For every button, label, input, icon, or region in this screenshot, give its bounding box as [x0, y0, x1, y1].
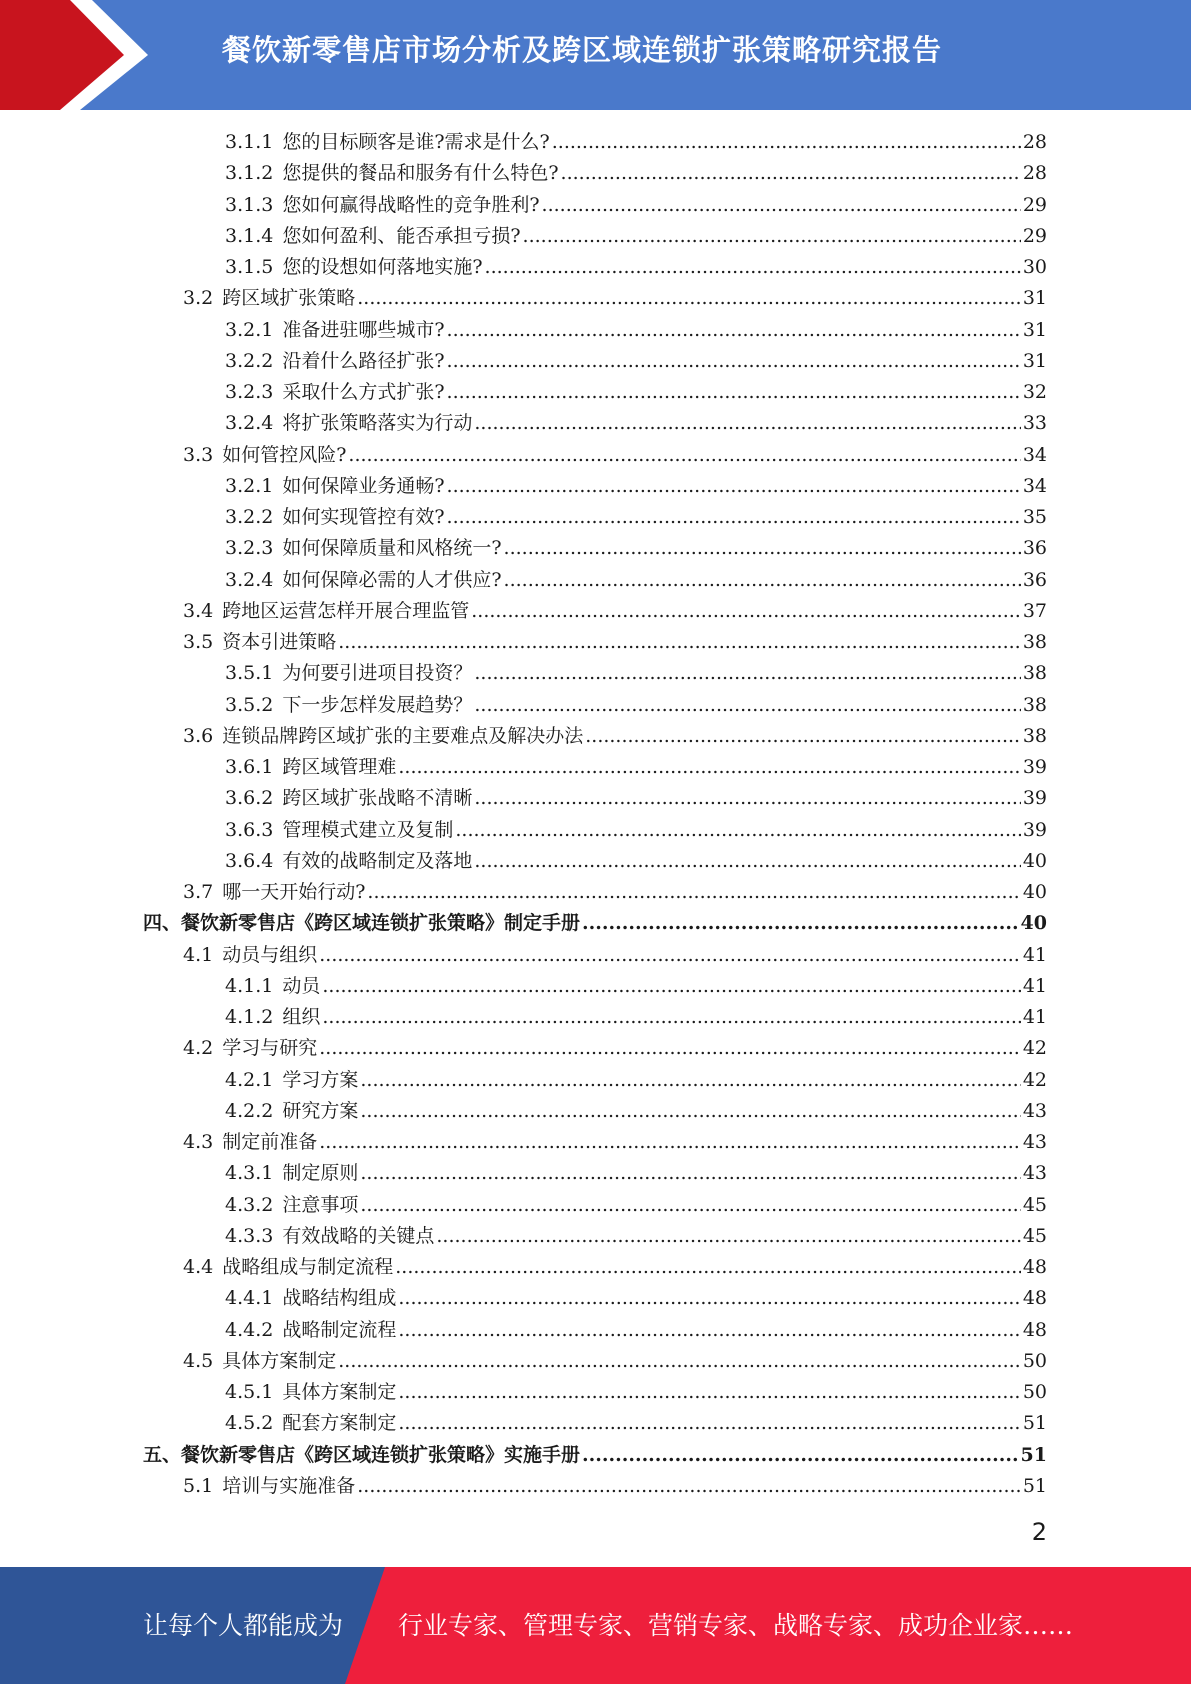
toc-entry[interactable] [0, 190, 1191, 221]
toc-entry-title: 研究方案 [282, 1099, 359, 1122]
toc-entry-title: 为何要引进项目投资？ [282, 662, 473, 685]
toc-entry-number: 4.3.1 [225, 1162, 274, 1185]
toc-entry-title: 动员 [282, 974, 321, 997]
toc-entry[interactable] [0, 1377, 1191, 1408]
toc-dot-leader [552, 127, 1021, 158]
toc-entry[interactable] [0, 158, 1191, 189]
toc-entry-page: 41 [1022, 943, 1047, 966]
toc-entry-number: 4.5.1 [225, 1381, 274, 1403]
toc-entry-number: 3.1.4 [225, 224, 274, 247]
toc-dot-leader [582, 908, 1019, 939]
toc-entry[interactable] [0, 1127, 1191, 1158]
page-header [0, 0, 1191, 110]
table-of-contents [0, 127, 1191, 1502]
toc-entry-title: 沿着什么路径扩张? [282, 349, 445, 372]
toc-entry[interactable] [0, 752, 1191, 783]
page-footer [0, 1567, 1191, 1684]
toc-entry-number: 3.2.4 [225, 412, 274, 435]
toc-entry[interactable] [0, 721, 1191, 752]
toc-entry[interactable] [0, 627, 1191, 658]
toc-entry[interactable] [0, 1252, 1191, 1283]
toc-entry-number: 3.2.2 [225, 349, 274, 372]
toc-entry-title: 资本引进策略 [222, 631, 337, 653]
toc-dot-leader [319, 1127, 1021, 1158]
toc-entry-number: 4.2.1 [225, 1068, 274, 1091]
toc-dot-leader [338, 1346, 1021, 1377]
toc-dot-leader [455, 815, 1020, 846]
toc-entry[interactable] [0, 940, 1191, 971]
toc-entry[interactable] [0, 1221, 1191, 1252]
toc-entry-number: 4.1 [183, 943, 214, 966]
toc-entry-title: 配套方案制定 [282, 1412, 397, 1435]
toc-dot-leader [474, 846, 1020, 877]
toc-entry[interactable] [0, 1471, 1191, 1502]
toc-entry-title: 跨区域管理难 [282, 756, 397, 778]
toc-entry-page: 45 [1022, 1193, 1047, 1216]
toc-entry-number: 3.2 [183, 287, 214, 310]
toc-entry-page: 40 [1022, 881, 1047, 903]
toc-entry-page: 43 [1022, 1162, 1047, 1185]
toc-entry-title: 具体方案制定 [282, 1381, 397, 1403]
toc-entry-page: 41 [1022, 1006, 1047, 1028]
toc-entry-title: 战略制定流程 [282, 1318, 397, 1341]
toc-entry-title: 如何保障质量和风格统一? [282, 537, 502, 560]
toc-dot-leader [474, 658, 1020, 689]
toc-entry-page: 29 [1022, 224, 1047, 247]
toc-entry-number: 3.5.2 [225, 693, 274, 716]
toc-entry-page: 30 [1022, 256, 1047, 278]
toc-entry-number: 3.2.4 [225, 568, 274, 591]
toc-entry-page: 40 [1020, 912, 1047, 935]
toc-entry-title: 您如何赢得战略性的竞争胜利? [282, 193, 540, 216]
toc-entry-title: 如何管控风险? [222, 443, 347, 466]
toc-entry-page: 40 [1022, 849, 1047, 872]
toc-dot-leader [474, 408, 1020, 439]
toc-entry-number: 4.3 [183, 1131, 214, 1153]
toc-entry-page: 31 [1022, 349, 1047, 372]
toc-entry-title: 跨区域扩张战略不清晰 [282, 787, 473, 810]
toc-entry[interactable] [0, 1033, 1191, 1064]
toc-entry[interactable] [0, 502, 1191, 533]
toc-dot-leader [338, 627, 1021, 658]
toc-dot-leader [360, 1065, 1020, 1096]
toc-dot-leader [398, 1315, 1020, 1346]
toc-entry-title: 哪一天开始行动? [222, 881, 366, 903]
toc-entry-number: 4.5.2 [225, 1412, 274, 1435]
toc-entry-title: 如何保障业务通畅? [282, 474, 445, 497]
toc-entry[interactable] [0, 815, 1191, 846]
toc-dot-leader [474, 783, 1020, 814]
toc-entry-title: 下一步怎样发展趋势？ [282, 693, 473, 716]
report-title: 餐饮新零售店市场分析及跨区域连锁扩张策略研究报告 [222, 33, 943, 67]
toc-entry-number: 5.1 [183, 1474, 214, 1497]
toc-dot-leader [447, 346, 1021, 377]
toc-entry-number: 3.1.3 [225, 193, 274, 216]
toc-entry[interactable] [0, 440, 1191, 471]
toc-entry-number: 3.6.2 [225, 787, 274, 810]
toc-entry-page: 38 [1022, 724, 1047, 747]
toc-dot-leader [398, 1408, 1020, 1439]
toc-entry[interactable] [0, 971, 1191, 1002]
toc-entry-page: 34 [1022, 474, 1047, 497]
toc-dot-leader [395, 1252, 1021, 1283]
toc-entry[interactable] [0, 565, 1191, 596]
toc-dot-leader [322, 971, 1020, 1002]
toc-dot-leader [447, 502, 1021, 533]
toc-dot-leader [447, 377, 1021, 408]
toc-entry-title: 您如何盈利、能否承担亏损? [282, 224, 521, 247]
toc-entry-page: 50 [1022, 1381, 1047, 1403]
toc-entry[interactable] [0, 533, 1191, 564]
toc-dot-leader [447, 315, 1021, 346]
toc-entry-number: 3.7 [183, 881, 214, 903]
toc-entry[interactable] [0, 596, 1191, 627]
toc-entry-number: 4.3.3 [225, 1224, 274, 1247]
toc-entry-title: 跨地区运营怎样开展合理监管 [222, 599, 470, 622]
toc-entry[interactable] [0, 1190, 1191, 1221]
page-number: 2 [1031, 1518, 1047, 1546]
toc-entry-number: 4.2.2 [225, 1099, 274, 1122]
toc-dot-leader [357, 283, 1021, 314]
toc-entry[interactable] [0, 658, 1191, 689]
toc-entry-title: 学习与研究 [222, 1037, 318, 1060]
toc-entry-title: 组织 [282, 1006, 321, 1028]
toc-entry-title: 餐饮新零售店《跨区域连锁扩张策略》制定手册 [181, 912, 581, 935]
toc-entry-number: 3.2.3 [225, 537, 274, 560]
toc-dot-leader [357, 1471, 1021, 1502]
toc-entry-page: 39 [1022, 787, 1047, 810]
toc-entry[interactable] [0, 471, 1191, 502]
toc-entry-title: 您的目标顾客是谁?需求是什么? [282, 131, 550, 153]
toc-entry-page: 39 [1022, 756, 1047, 778]
toc-entry-number: 3.6.4 [225, 849, 274, 872]
toc-entry-number: 4.1.2 [225, 1006, 274, 1028]
toc-entry-page: 36 [1022, 537, 1047, 560]
toc-entry-page: 28 [1022, 162, 1047, 185]
toc-entry-title: 制定原则 [282, 1162, 359, 1185]
toc-entry-page: 41 [1022, 974, 1047, 997]
toc-entry-page: 32 [1022, 381, 1047, 403]
toc-entry-title: 您提供的餐品和服务有什么特色? [282, 162, 559, 185]
toc-entry-page: 37 [1022, 599, 1047, 622]
toc-dot-leader [398, 1283, 1020, 1314]
toc-entry-number: 3.2.1 [225, 474, 274, 497]
toc-entry[interactable] [0, 252, 1191, 283]
toc-entry[interactable] [0, 783, 1191, 814]
toc-entry-page: 50 [1022, 1349, 1047, 1372]
toc-entry-page: 31 [1022, 287, 1047, 310]
toc-dot-leader [561, 158, 1021, 189]
toc-entry-number: 五、 [143, 1443, 182, 1466]
toc-entry-title: 如何实现管控有效? [282, 506, 445, 528]
toc-entry-page: 48 [1022, 1287, 1047, 1310]
toc-entry-title: 学习方案 [282, 1068, 359, 1091]
toc-entry-title: 有效战略的关键点 [282, 1224, 435, 1247]
toc-entry-number: 3.1.2 [225, 162, 274, 185]
toc-entry-number: 3.5.1 [225, 662, 274, 685]
toc-entry-page: 51 [1020, 1443, 1047, 1466]
toc-entry-page: 48 [1022, 1318, 1047, 1341]
toc-entry-title: 管理模式建立及复制 [282, 818, 454, 841]
toc-entry-title: 战略结构组成 [282, 1287, 397, 1310]
toc-entry-page: 51 [1022, 1412, 1047, 1435]
toc-entry-title: 连锁品牌跨区域扩张的主要难点及解决办法 [222, 724, 584, 747]
toc-entry-page: 38 [1022, 662, 1047, 685]
toc-dot-leader [319, 940, 1021, 971]
toc-dot-leader [367, 877, 1020, 908]
toc-entry-title: 培训与实施准备 [222, 1474, 356, 1497]
toc-dot-leader [504, 565, 1021, 596]
toc-dot-leader [504, 533, 1021, 564]
toc-entry-number: 3.4 [183, 599, 214, 622]
toc-entry-number: 3.6 [183, 724, 214, 747]
toc-entry[interactable] [0, 315, 1191, 346]
toc-entry[interactable] [0, 377, 1191, 408]
toc-entry-number: 3.6.1 [225, 756, 274, 778]
toc-dot-leader [474, 690, 1020, 721]
toc-entry-page: 35 [1022, 506, 1047, 528]
toc-entry-title: 准备进驻哪些城市? [282, 318, 445, 341]
footer-slogan: 让每个人都能成为 [143, 1611, 344, 1640]
toc-dot-leader [360, 1158, 1020, 1189]
toc-entry-page: 51 [1022, 1474, 1047, 1497]
toc-entry-number: 3.2.3 [225, 381, 274, 403]
toc-entry-page: 43 [1022, 1099, 1047, 1122]
toc-entry[interactable] [0, 1096, 1191, 1127]
toc-entry-number: 4.5 [183, 1349, 214, 1372]
toc-entry-number: 3.2.2 [225, 506, 274, 528]
toc-entry-page: 29 [1022, 193, 1047, 216]
toc-entry[interactable] [0, 283, 1191, 314]
footer-roles: 行业专家、管理专家、营销专家、战略专家、成功企业家…… [398, 1611, 1074, 1640]
toc-entry-number: 3.5 [183, 631, 214, 653]
toc-entry-title: 注意事项 [282, 1193, 359, 1216]
toc-dot-leader [485, 252, 1021, 283]
toc-entry[interactable] [0, 1158, 1191, 1189]
toc-entry-title: 您的设想如何落地实施? [282, 256, 483, 278]
toc-entry-number: 3.3 [183, 443, 214, 466]
toc-entry-page: 39 [1022, 818, 1047, 841]
toc-entry-number: 4.2 [183, 1037, 214, 1060]
toc-entry-number: 四、 [143, 912, 182, 935]
toc-dot-leader [398, 1377, 1020, 1408]
toc-dot-leader [322, 1002, 1020, 1033]
toc-entry-page: 48 [1022, 1256, 1047, 1278]
toc-entry-page: 45 [1022, 1224, 1047, 1247]
toc-dot-leader [471, 596, 1021, 627]
toc-dot-leader [447, 471, 1021, 502]
toc-entry-page: 38 [1022, 631, 1047, 653]
toc-dot-leader [582, 1440, 1019, 1471]
toc-entry-page: 36 [1022, 568, 1047, 591]
toc-entry[interactable] [0, 1346, 1191, 1377]
toc-entry-page: 42 [1022, 1037, 1047, 1060]
toc-entry[interactable] [0, 127, 1191, 158]
toc-entry-number: 4.4.2 [225, 1318, 274, 1341]
toc-dot-leader [360, 1096, 1020, 1127]
toc-entry-number: 4.1.1 [225, 974, 274, 997]
toc-entry[interactable] [0, 846, 1191, 877]
toc-entry-page: 31 [1022, 318, 1047, 341]
toc-entry-number: 4.3.2 [225, 1193, 274, 1216]
toc-entry[interactable] [0, 346, 1191, 377]
toc-dot-leader [523, 221, 1021, 252]
toc-entry-title: 制定前准备 [222, 1131, 318, 1153]
toc-dot-leader [585, 721, 1021, 752]
toc-entry[interactable] [0, 1408, 1191, 1439]
toc-entry[interactable] [0, 1283, 1191, 1314]
toc-entry-page: 43 [1022, 1131, 1047, 1153]
toc-entry[interactable] [0, 908, 1191, 939]
toc-entry-number: 3.1.1 [225, 131, 274, 153]
toc-entry-title: 具体方案制定 [222, 1349, 337, 1372]
toc-dot-leader [319, 1033, 1021, 1064]
toc-dot-leader [398, 752, 1020, 783]
toc-entry[interactable] [0, 877, 1191, 908]
toc-entry[interactable] [0, 1315, 1191, 1346]
toc-entry-number: 4.4.1 [225, 1287, 274, 1310]
toc-entry[interactable] [0, 1440, 1191, 1471]
toc-entry-page: 28 [1022, 131, 1047, 153]
toc-entry-page: 42 [1022, 1068, 1047, 1091]
toc-entry-number: 3.1.5 [225, 256, 274, 278]
toc-entry[interactable] [0, 1065, 1191, 1096]
toc-entry-number: 3.2.1 [225, 318, 274, 341]
toc-entry-page: 34 [1022, 443, 1047, 466]
toc-entry-title: 战略组成与制定流程 [222, 1256, 394, 1278]
toc-entry[interactable] [0, 1002, 1191, 1033]
toc-entry-title: 采取什么方式扩张? [282, 381, 445, 403]
toc-dot-leader [348, 440, 1020, 471]
toc-entry-title: 将扩张策略落实为行动 [282, 412, 473, 435]
toc-entry-title: 餐饮新零售店《跨区域连锁扩张策略》实施手册 [181, 1443, 581, 1466]
toc-dot-leader [360, 1190, 1020, 1221]
toc-entry[interactable] [0, 221, 1191, 252]
toc-entry-title: 动员与组织 [222, 943, 318, 966]
toc-entry-number: 4.4 [183, 1256, 214, 1278]
toc-entry-page: 38 [1022, 693, 1047, 716]
toc-entry-page: 33 [1022, 412, 1047, 435]
toc-entry-title: 跨区域扩张策略 [222, 287, 356, 310]
toc-entry[interactable] [0, 408, 1191, 439]
toc-entry-title: 有效的战略制定及落地 [282, 849, 473, 872]
toc-entry-number: 3.6.3 [225, 818, 274, 841]
toc-dot-leader [436, 1221, 1020, 1252]
toc-dot-leader [542, 190, 1021, 221]
toc-entry[interactable] [0, 690, 1191, 721]
toc-entry-title: 如何保障必需的人才供应? [282, 568, 502, 591]
